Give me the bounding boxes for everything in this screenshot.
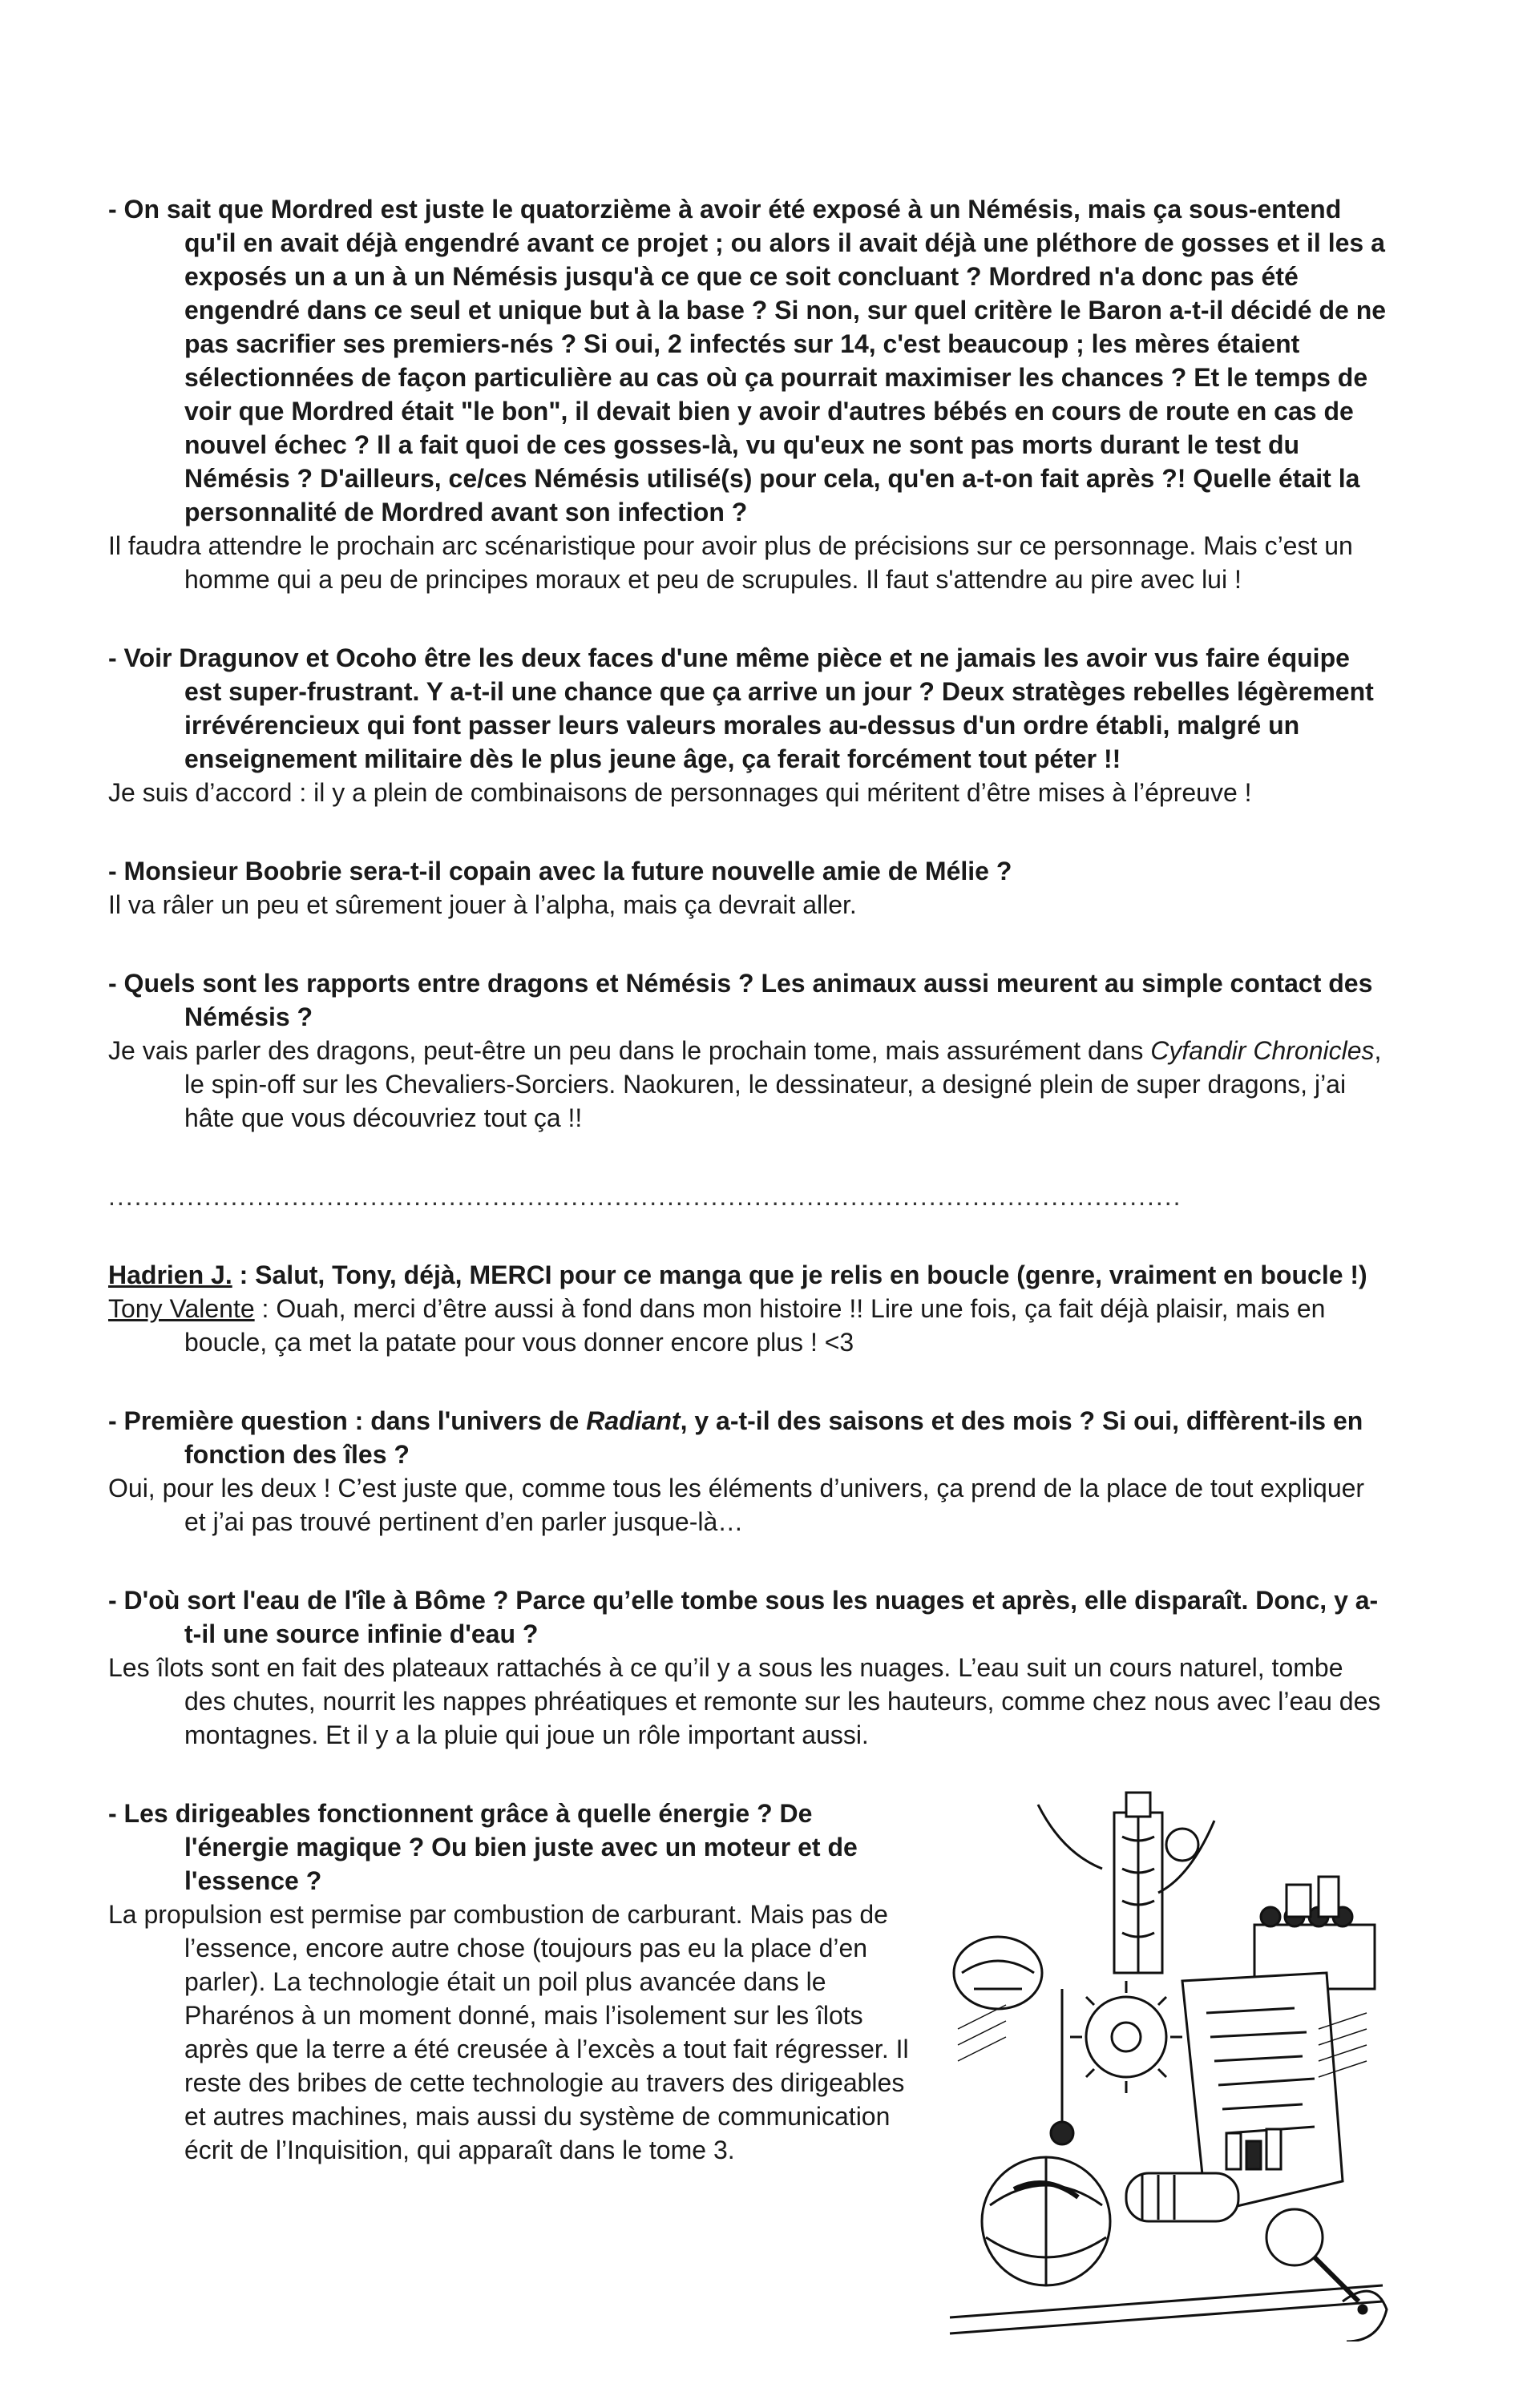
question: - Quels sont les rapports entre dragons et Némésis ? Les animaux aussi meurent au simple contact des Némésis ?	[108, 969, 1373, 1031]
letter-text: : Salut, Tony, déjà, MERCI pour ce manga que je relis en boucle (genre, vraiment en boucle !)	[232, 1260, 1367, 1289]
dotted-separator: ...........................................................................................................................	[108, 1182, 1182, 1211]
question-text: - Première question : dans l'univers de	[108, 1406, 587, 1435]
letter-reply	[108, 1292, 1391, 1359]
question: - Les dirigeables fonctionnent grâce à quelle énergie ? De l'énergie magique ? Ou bien juste avec un moteur et de l'essence ?	[108, 1799, 858, 1895]
letter-author: Hadrien J.	[108, 1260, 232, 1289]
answer: Il faudra attendre le prochain arc scénaristique pour avoir plus de précisions sur ce personnage. Mais c’est un homme qui a peu de principes moraux et peu de scrupules. Il faut s'attendre au pire avec lui !	[108, 531, 1353, 594]
answer	[108, 1034, 1391, 1135]
qa-block-seasons	[108, 1404, 1391, 1539]
qa-block-boobrie	[108, 854, 1391, 922]
qa-block-mordred	[108, 192, 1391, 596]
qa-block-airships	[108, 1797, 1391, 2341]
answer: Les îlots sont en fait des plateaux rattachés à ce qu’il y a sous les nuages. L’eau suit un cours naturel, tombe des chutes, nourrit les nappes phréatiques et remonte sur les hauteurs, comme chez nous avec l’eau des montagnes. Et il y a la pluie qui joue un rôle important aussi.	[108, 1653, 1381, 1749]
question: - On sait que Mordred est juste le quatorzième à avoir été exposé à un Némésis, mais ça sous-entend qu'il en avait déjà engendré avant ce projet ; ou alors il avait déjà une pléthore de gosses et il les a exposés un a un à un Némésis jusqu'à ce que ce soit concluant ? Mordred n'a donc pas été engendré dans ce seul et unique but à la base ? Si non, sur quel critère le Baron a-t-il décidé de ne pas sacrifier ses premiers-nés ? Si oui, 2 infectés sur 14, c'est beaucoup ; les mères étaient sélectionnées de façon particulière au cas où ça pourrait maximiser les chances ? Et le temps de voir que Mordred était "le bon", il devait bien y avoir d'autres bébés en cours de route en cas de nouvel échec ? Il a fait quoi de ces gosses-là, vu qu'eux ne sont pas morts durant le test du Némésis ? D'ailleurs, ce/ces Némésis utilisé(s) pour cela, qu'en a-t-on fait après ?! Quelle était la personnalité de Mordred avant son infection ?	[108, 195, 1387, 526]
reply-author: Tony Valente	[108, 1294, 255, 1323]
airship-text	[108, 1797, 910, 2167]
faq-page	[108, 192, 1391, 2341]
reply-text: : Ouah, merci d’être aussi à fond dans mon histoire !! Lire une fois, ça fait déjà plaisir, mais en boucle, ça met la patate pour vous donner encore plus ! <3	[184, 1294, 1326, 1357]
answer-text: Je vais parler des dragons, peut-être un peu dans le prochain tome, mais assurément dans	[108, 1036, 1151, 1065]
answer: Oui, pour les deux ! C’est juste que, comme tous les éléments d’univers, ça prend de la place de tout expliquer et j’ai pas trouvé pertinent d’en parler jusque-là…	[108, 1474, 1365, 1536]
qa-block-dragunov	[108, 641, 1391, 809]
letter-message	[108, 1258, 1391, 1292]
question: - Voir Dragunov et Ocoho être les deux faces d'une même pièce et ne jamais les avoir vus faire équipe est super-frustrant. Y a-t-il une chance que ça arrive un jour ? Deux stratèges rebelles légèrement irrévérencieux qui font passer leurs valeurs morales au-dessus d'un ordre établi, malgré un enseignement militaire dès le plus jeune âge, ça ferait forcément tout péter !!	[108, 643, 1374, 773]
manga-illustration	[942, 1789, 1391, 2341]
question: - D'où sort l'eau de l'île à Bôme ? Parce qu’elle tombe sous les nuages et après, elle disparaît. Donc, y a-t-il une source infinie d'eau ?	[108, 1586, 1379, 1648]
question: - Monsieur Boobrie sera-t-il copain avec la future nouvelle amie de Mélie ?	[108, 857, 1012, 885]
title-cyfandir: Cyfandir Chronicles	[1150, 1036, 1375, 1065]
letter-block	[108, 1258, 1391, 1359]
answer: La propulsion est permise par combustion de carburant. Mais pas de l’essence, encore autre chose (toujours pas eu la place d’en parler). La technologie était un poil plus avancée dans le Pharénos à un moment donné, mais l’isolement sur les îlots après que la terre a été creusée à l’excès a tout fait régresser. Il reste des bribes de cette technologie au travers des dirigeables et autres machines, mais aussi du système de communication écrit de l’Inquisition, qui apparaît dans le tome 3.	[108, 1900, 909, 2164]
question	[108, 1404, 1391, 1471]
qa-block-dragons	[108, 966, 1391, 1135]
question-text: , y a-t-il des saisons et des mois ? Si oui, diffèrent-ils en fonction des îles ?	[184, 1406, 1363, 1469]
qa-block-water	[108, 1583, 1391, 1752]
answer: Je suis d’accord : il y a plein de combinaisons de personnages qui méritent d’être mises à l’épreuve !	[108, 778, 1252, 807]
answer: Il va râler un peu et sûrement jouer à l’alpha, mais ça devrait aller.	[108, 890, 857, 919]
title-radiant: Radiant	[586, 1406, 681, 1435]
answer-text: , le spin-off sur les Chevaliers-Sorciers. Naokuren, le dessinateur, a designé plein de super dragons, j’ai hâte que vous découvriez tout ça !!	[184, 1036, 1382, 1132]
